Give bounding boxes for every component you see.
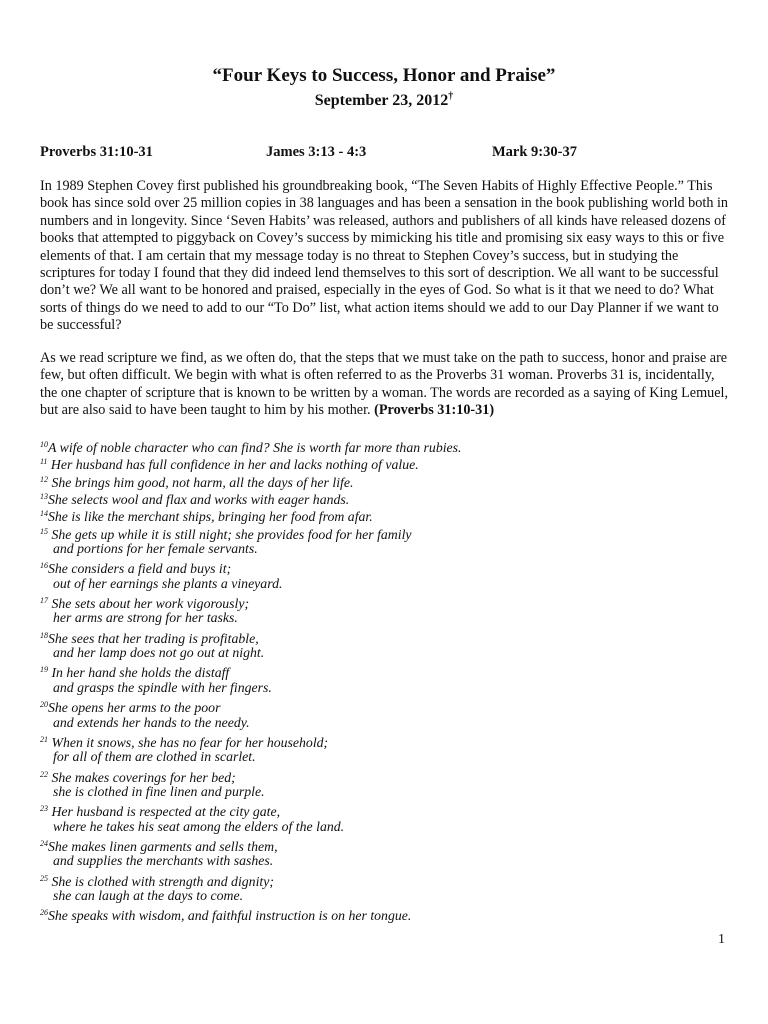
verse-line bbox=[40, 679, 732, 696]
verse-text: She gets up while it is still night; she provides food for her family bbox=[48, 526, 412, 542]
verse-text: she can laugh at the days to come. bbox=[53, 887, 244, 903]
reference-james: James 3:13 - 4:3 bbox=[266, 144, 367, 160]
verse-text: She opens her arms to the poor bbox=[48, 700, 221, 716]
verse-number: 16 bbox=[40, 561, 48, 571]
verse-line bbox=[40, 523, 732, 540]
verse-number: 19 bbox=[40, 665, 48, 675]
page-number: 1 bbox=[718, 932, 725, 947]
verse-line bbox=[40, 800, 732, 820]
verse-text: and supplies the merchants with sashes. bbox=[53, 853, 274, 869]
verse-line bbox=[40, 488, 732, 508]
verse-text: and extends her hands to the needy. bbox=[53, 714, 250, 730]
verse-line bbox=[40, 852, 732, 869]
verse-line bbox=[40, 731, 732, 748]
verse-line bbox=[40, 436, 732, 453]
scripture-references bbox=[40, 142, 740, 162]
verse-line bbox=[40, 609, 732, 626]
verse-text: and grasps the spindle with her fingers. bbox=[53, 679, 272, 695]
verse-line bbox=[40, 575, 732, 592]
document-title: “Four Keys to Success, Honor and Praise” bbox=[212, 65, 556, 86]
verse-text: for all of them are clothed in scarlet. bbox=[53, 749, 256, 765]
verse-text: She brings him good, not harm, all the days of her life. bbox=[48, 474, 354, 490]
verse-text: She sees that her trading is profitable, bbox=[48, 630, 259, 646]
verse-line bbox=[40, 627, 732, 644]
verse-number: 21 bbox=[40, 734, 48, 744]
verse-line bbox=[40, 887, 732, 904]
second-paragraph bbox=[40, 350, 732, 420]
verse-line bbox=[40, 766, 732, 783]
verse-number: 23 bbox=[40, 804, 48, 814]
verse-text: In her hand she holds the distaff bbox=[48, 665, 230, 681]
verse-line bbox=[40, 471, 732, 488]
verse-text: She is like the merchant ships, bringing her food from afar. bbox=[48, 509, 373, 525]
verse-number: 13 bbox=[40, 492, 48, 502]
verse-text: her arms are strong for her tasks. bbox=[53, 610, 238, 626]
reference-mark: Mark 9:30-37 bbox=[492, 144, 577, 160]
verse-number: 15 bbox=[40, 526, 48, 536]
verse-line bbox=[40, 592, 732, 612]
verse-text: and her lamp does not go out at night. bbox=[53, 645, 265, 661]
verse-text: She is clothed with strength and dignity; bbox=[48, 873, 274, 889]
verse-number: 24 bbox=[40, 838, 48, 848]
verse-line bbox=[40, 904, 732, 924]
verse-line bbox=[40, 748, 732, 765]
second-paragraph-text: As we read scripture we find, as we often do, that the steps that we must take on the path to success, honor and praise are few, but often difficult. We begin with what is often referred to as the Proverbs 31 woman. Proverbs 31 is, incidentally, the one chapter of scripture that is known to be written by a woman. The words are recorded as a saying of King Lemuel, but are also said to have been taught to him by his mother. bbox=[40, 350, 729, 419]
verse-line bbox=[40, 870, 732, 887]
verse-text: Her husband has full confidence in her and lacks nothing of value. bbox=[47, 457, 419, 473]
verse-text: She makes coverings for her bed; bbox=[48, 769, 236, 785]
verse-text: She makes linen garments and sells them, bbox=[48, 838, 278, 854]
paragraph-scripture-ref: (Proverbs 31:10-31) bbox=[374, 402, 495, 419]
verse-line bbox=[40, 540, 732, 557]
verse-number: 26 bbox=[40, 908, 48, 918]
verse-line bbox=[40, 783, 732, 800]
verse-number: 17 bbox=[40, 596, 48, 606]
verse-line bbox=[40, 453, 732, 473]
verse-number: 18 bbox=[40, 630, 48, 640]
date-text: September 23, 2012 bbox=[314, 92, 449, 109]
intro-paragraph: In 1989 Stephen Covey first published his groundbreaking book, “The Seven Habits of Highly Effective People.” This book has since sold over 25 million copies in 38 languages and has been a sensation in the book publishing world both in numbers and in longevity. Since ‘Seven Habits’ was released, authors and publishers of all kinds have released dozens of books that attempted to piggyback on Covey’s success by mimicking his title and promising six easy ways to this or five elements of that. I am certain that my message today is no threat to Stephen Covey’s success, but in studying the scriptures for today I found that they did indeed lend themselves to this sort of description. We all want to be successful don’t we? We all want to be honored and praised, especially in the eyes of God. So what is it that we need to do? What sorts of things do we need to add to our “To Do” list, what action items should we add to our Day Planner if we want to be successful? bbox=[40, 178, 728, 334]
document-date bbox=[0, 86, 768, 112]
verse-number: 11 bbox=[40, 457, 48, 467]
verse-number: 10 bbox=[40, 440, 48, 449]
verse-number: 14 bbox=[40, 509, 48, 519]
verse-line bbox=[40, 818, 732, 835]
verse-line bbox=[40, 714, 732, 731]
verse-line bbox=[40, 644, 732, 661]
verse-number: 20 bbox=[40, 700, 48, 710]
verse-text: she is clothed in fine linen and purple. bbox=[53, 783, 265, 799]
verse-text: When it snows, she has no fear for her household; bbox=[48, 734, 329, 750]
verse-text: out of her earnings she plants a vineyard. bbox=[53, 575, 283, 591]
verse-text: She speaks with wisdom, and faithful instruction is on her tongue. bbox=[48, 908, 412, 924]
verse-line bbox=[40, 505, 732, 525]
verse-text: Her husband is respected at the city gate, bbox=[48, 804, 281, 820]
verse-line bbox=[40, 696, 732, 716]
verse-line bbox=[40, 835, 732, 852]
scripture-passage bbox=[40, 436, 732, 922]
verse-text: and portions for her female servants. bbox=[53, 541, 258, 557]
verse-number: 25 bbox=[40, 873, 48, 883]
verse-text: She sets about her work vigorously; bbox=[48, 596, 250, 612]
date-footnote-mark: † bbox=[448, 91, 454, 102]
verse-number: 22 bbox=[40, 769, 48, 779]
verse-line bbox=[40, 661, 732, 681]
verse-text: She selects wool and flax and works with eager hands. bbox=[48, 492, 350, 508]
verse-text: She considers a field and buys it; bbox=[48, 561, 232, 577]
verse-text: A wife of noble character who can find? She is worth far more than rubies. bbox=[48, 440, 462, 455]
verse-number: 12 bbox=[40, 474, 48, 484]
verse-text: where he takes his seat among the elders of the land. bbox=[53, 818, 345, 834]
reference-proverbs: Proverbs 31:10-31 bbox=[40, 144, 153, 160]
verse-line bbox=[40, 557, 732, 577]
